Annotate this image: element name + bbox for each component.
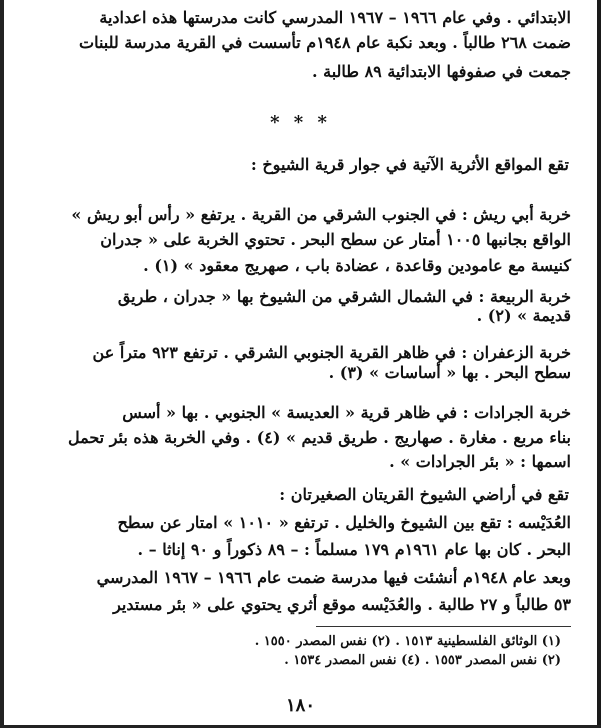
- site-jaradat-line: خربة الجرادات : في ظاهر قرية « العديسة » الجنوبي . بها « أسس: [122, 403, 571, 422]
- site-rabia-line: خربة الربيعة : في الشمال الشرقي من الشيوخ بها « جدران ، طريق: [117, 287, 571, 306]
- adeisa-paragraph-line: وبعد عام ١٩٤٨م أنشئت فيها مدرسة ضمت عام ١٩٦٦ – ١٩٦٧ المدرسي: [96, 568, 571, 587]
- section-separator: * * *: [270, 112, 331, 133]
- site-abu-rish-line: كنيسة مع عامودين وقاعدة ، عضادة باب ، صهريج معقود » (١) .: [143, 256, 571, 275]
- top-paragraph-line: الابتدائي . وفي عام ١٩٦٦ – ١٩٦٧ المدرسي كانت مدرستها هذه اعدادية: [99, 8, 571, 27]
- site-rabia-line: قديمة » (٢) .: [476, 306, 571, 325]
- footnote-line: (٢) نفس المصدر ١٥٥٣ . (٤) نفس المصدر ١٥٣٤ .: [284, 653, 561, 668]
- page-border-left: [0, 0, 4, 728]
- footnote-line: (١) الوثائق الفلسطينية ١٥١٣ . (٢) نفس المصدر ١٥٥٠ .: [254, 634, 561, 649]
- footnote-rule: [316, 626, 571, 627]
- site-zaafaran-line: خربة الزعفران : في ظاهر القرية الجنوبي الشرقي . ترتفع ٩٢٣ متراً عن: [92, 343, 571, 362]
- site-jaradat-line: بناء مربع . مغارة . صهاريج . طريق قديم » (٤) . وفي الخربة هذه بئر تحمل: [67, 428, 571, 447]
- top-paragraph-line: ضمت ٢٦٨ طالباً . وبعد نكبة عام ١٩٤٨م تأسست في القرية مدرسة للبنات: [79, 33, 571, 52]
- site-jaradat-line: اسمها : « بئر الجرادات » .: [389, 452, 571, 471]
- archaeological-sites-intro: تقع المواقع الأثرية الآتية في جوار قرية الشيوخ :: [250, 155, 569, 174]
- top-paragraph-line: جمعت في صفوفها الابتدائية ٨٩ طالبة .: [311, 62, 571, 81]
- adeisa-paragraph-line: ٥٣ طالباً و ٢٧ طالبة . والعُدَيْسه موقع أثري يحتوي على « بئر مستدير: [113, 595, 571, 614]
- adeisa-paragraph-line: العُدَيْسه : تقع بين الشيوخ والخليل . ترتفع « ١٠١٠ » امتار عن سطح: [117, 513, 571, 532]
- adeisa-paragraph-line: البحر . كان بها عام ١٩٦١م ١٧٩ مسلماً : – ٨٩ ذكوراً و ٩٠ إناثا – .: [137, 540, 571, 559]
- villages-intro: تقع في أراضي الشيوخ القريتان الصغيرتان :: [279, 485, 569, 504]
- site-abu-rish-line: الواقع بجانبها ١٠٠٥ أمتار عن سطح البحر . تحتوي الخربة على « جدران: [100, 230, 571, 249]
- site-abu-rish-line: خربة أبي ريش : في الجنوب الشرقي من القرية . يرتفع « رأس أبو ريش »: [71, 205, 571, 224]
- page-border-right: [597, 0, 601, 728]
- site-zaafaran-line: سطح البحر . بها « أساسات » (٣) .: [328, 363, 571, 382]
- page-number: ١٨٠: [285, 695, 315, 716]
